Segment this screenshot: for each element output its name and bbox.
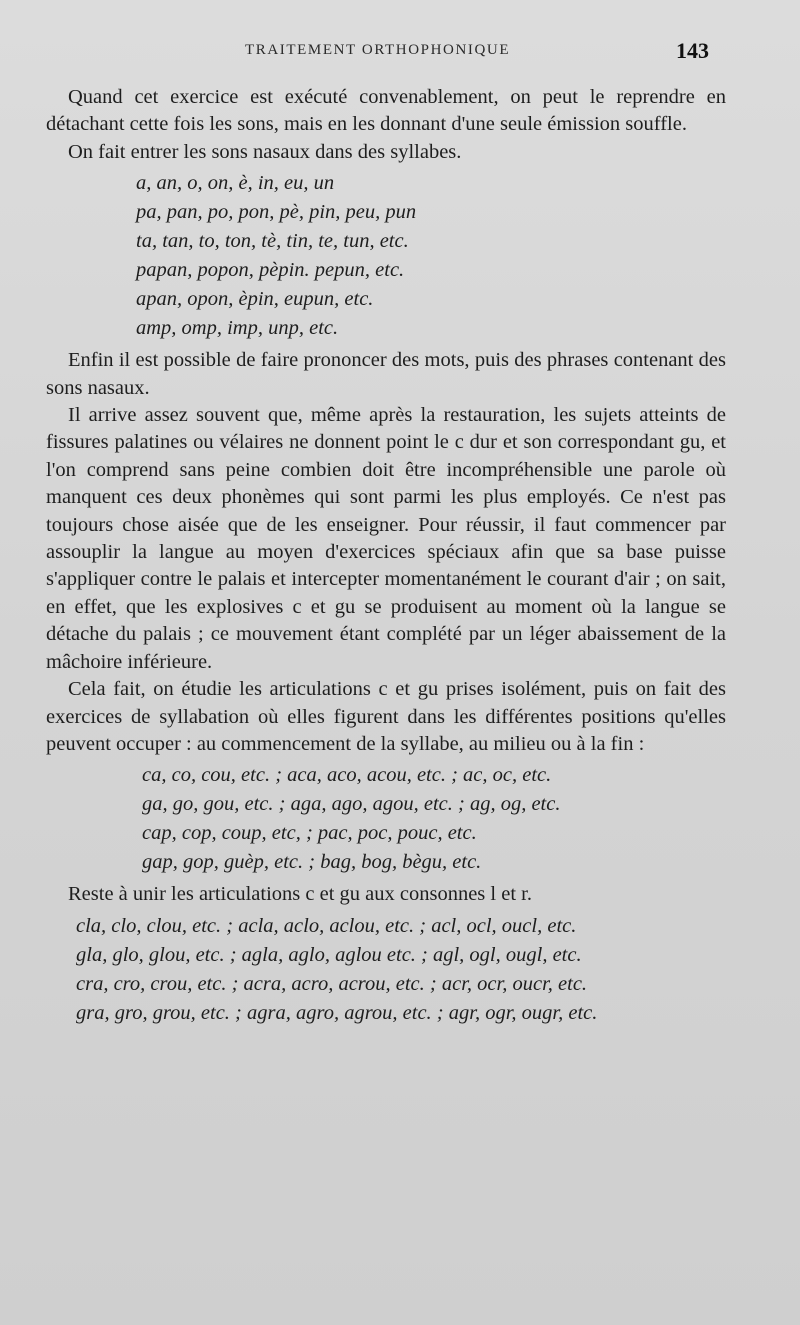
paragraph: Reste à unir les articulations c et gu aux consonnes l et r. [68,883,532,906]
c-gu-syllables-list [46,761,726,877]
example-line: cap, cop, coup, etc, ; pac, poc, pouc, etc. [142,822,477,845]
page-number: 143 [676,38,709,63]
paragraph: On fait entrer les sons nasaux dans des syllabes. [68,140,462,163]
example-line: papan, popon, pèpin. pepun, etc. [136,259,405,282]
paragraph: Quand cet exercice est exécuté convenablement, on peut le reprendre en détachant cette fois les sons, mais en les donnant d'une seule émission souffle. [46,86,726,136]
example-line: cra, cro, crou, etc. ; acra, acro, acrou, etc. ; acr, ocr, oucr, etc. [76,972,588,995]
paragraph: Il arrive assez souvent que, même après la restauration, les sujets atteints de fissures palatines ou vélaires ne donnent point le c dur et son correspondant gu, et l'on comprend sans peine combien doit être incompréhensible une parole où manquent ces deux phonèmes qui sont parmi les plus employés. Ce n'est pas toujours chose aisée que de les enseigner. Pour réussir, il faut commencer par assouplir la langue au moyen d'exercices spéciaux afin que sa base puisse s'appliquer contre le palais et intercepter momentanément le courant d'air ; on sait, en effet, que les explosives c et gu se produisent au moment où la langue se détache du palais ; ce mouvement étant complété par un léger abaissement de la mâchoire inférieure. [46,404,726,673]
example-line: ta, tan, to, ton, tè, tin, te, tun, etc. [136,230,409,253]
example-line: gra, gro, grou, etc. ; agra, agro, agrou, etc. ; agr, ogr, ougr, etc. [76,1001,598,1024]
example-line: ca, co, cou, etc. ; aca, aco, acou, etc. ; ac, oc, etc. [142,764,552,787]
example-line: a, an, o, on, è, in, eu, un [136,172,335,195]
example-line: apan, opon, èpin, eupun, etc. [136,288,374,311]
example-line: cla, clo, clou, etc. ; acla, aclo, aclou, etc. ; acl, ocl, oucl, etc. [76,914,577,937]
nasal-syllables-list [46,169,726,343]
example-line: amp, omp, imp, unp, etc. [136,317,339,340]
example-line: gla, glo, glou, etc. ; agla, aglo, aglou etc. ; agl, ogl, ougl, etc. [76,943,582,966]
running-head: TRAITEMENT ORTHOPHONIQUE [245,42,511,58]
paragraph: Enfin il est possible de faire prononcer des mots, puis des phrases contenant des sons nasaux. [46,349,726,399]
paragraph: Cela fait, on étudie les articulations c et gu prises isolément, puis on fait des exercices de syllabation où elles figurent dans les différentes positions qu'elles peuvent occuper : au commencement de la syllabe, au milieu ou à la fin : [46,678,726,755]
example-line: ga, go, gou, etc. ; aga, ago, agou, etc. ; ag, og, etc. [142,793,561,816]
page-header [0,38,800,66]
l-r-syllables-list [46,912,726,1028]
example-line: gap, gop, guèp, etc. ; bag, bog, bègu, etc. [142,851,482,874]
example-line: pa, pan, po, pon, pè, pin, peu, pun [136,201,417,224]
body-text [46,84,726,1032]
